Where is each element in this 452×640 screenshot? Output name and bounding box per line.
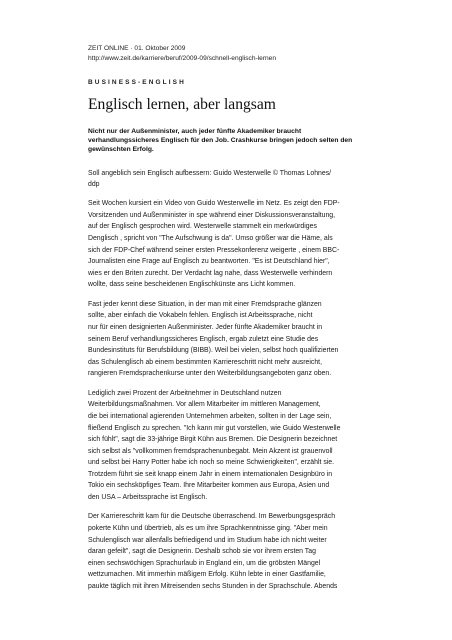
body-line: Tokio ein sechsköpfiges Team. Ihre Mitarbeiter kommen aus Europa, Asien und <box>88 482 330 490</box>
body-line: das Schulenglisch ab einem bestimmten Karriereschritt nicht mehr ausreicht, <box>88 358 323 366</box>
body-line: Lediglich zwei Prozent der Arbeitnehmer in Deutschland nutzen <box>88 389 282 397</box>
body-line: Trotzdem führt sie seit knapp einem Jahr in einem internationalen Designbüro in <box>88 470 333 478</box>
body-line: sich fühlt", sagt die 33-jährige Birgit Kühn aus Bremen. Die Designerin bezeichnet <box>88 436 338 444</box>
body-line: Journalisten eine Frage auf Englisch zu beantworten. "Es ist Deutschland hier", <box>88 258 330 266</box>
lead-line: verhandlungssicheres Englisch für den Job. Crashkurse bringen jedoch selten den <box>88 137 353 145</box>
body-line: fließend Englisch zu sprechen. "Ich kann mir gut vorstellen, wie Guido Westerwelle <box>88 424 341 432</box>
article-lead <box>88 127 388 155</box>
body-paragraph <box>88 198 388 291</box>
body-line: daran gefeilt", sagt die Designerin. Deshalb schob sie vor ihrem ersten Tag <box>88 548 316 556</box>
body-line: einen sechswöchigen Sprachurlaub in England ein, um die gröbsten Mängel <box>88 559 321 567</box>
body-line: Weiterbildungsmaßnahmen. Vor allem Mitarbeiter im mittleren Management, <box>88 401 321 409</box>
source-header <box>88 44 388 63</box>
body-line: paukte täglich mit ihren Mitreisenden sechs Stunden in der Sprachschule. Abends <box>88 583 338 591</box>
article-title: Englisch lernen, aber langsam <box>88 96 276 113</box>
body-line: Seit Wochen kursiert ein Video von Guido Westerwelle im Netz. Es zeigt den FDP- <box>88 200 340 208</box>
body-line: wettzumachen. Mit immerhin mäßigem Erfolg. Kühn lebte in einer Gastfamilie, <box>88 571 326 579</box>
body-line: seinem Beruf verhandlungssicheres Englisch, ergab zuletzt eine Studie des <box>88 335 319 343</box>
caption-line: Soll angeblich sein Englisch aufbessern: Guido Westerwelle © Thomas Lohnes/ <box>88 169 332 177</box>
body-line: sollte, aber einfach die Vokabeln fehlen. Englisch ist Arbeitssprache, nicht <box>88 312 313 320</box>
body-line: Denglisch , spricht von "The Aufschwung is da". Umso größer war die Häme, als <box>88 235 333 242</box>
body-paragraph <box>88 388 388 504</box>
image-caption <box>88 168 388 191</box>
body-line: den USA – Arbeitssprache ist Englisch. <box>88 494 208 502</box>
body-line: sich der FDP-Chef während seiner ersten Pressekonferenz weigerte , einem BBC- <box>88 246 340 254</box>
body-paragraph <box>88 511 388 592</box>
body-line: und selbst bei Harry Potter habe ich noch so meine Schwierigkeiten", erzählt sie. <box>88 459 335 467</box>
body-line: Der Karriereschritt kam für die Deutsche überraschend. Im Bewerbungsgespräch <box>88 513 336 521</box>
body-line: pokerte Kühn und übertrieb, als es um ihre Sprachkenntnisse ging. "Aber mein <box>88 525 328 533</box>
body-paragraph <box>88 299 388 380</box>
source-url: http://www.zeit.de/karriere/beruf/2009-09/schnell-englisch-lernen <box>88 54 277 62</box>
body-line: auf der Englisch gesprochen wird. Westerwelle stammelt ein merkwürdiges <box>88 223 317 231</box>
body-line: Fast jeder kennt diese Situation, in der man mit einer Fremdsprache glänzen <box>88 300 322 308</box>
body-line: Schulenglisch war allenfalls befriedigend und im Studium habe ich nicht weiter <box>88 536 327 544</box>
body-line: Vorsitzenden und Außenminister in spe während einer Diskussionsveranstaltung, <box>88 211 336 219</box>
body-line: wies er den Briten zurecht. Der Verdacht lag nahe, dass Westerwelle verhindern <box>88 269 333 277</box>
body-line: wollte, dass seine bescheidenen Englischkünste ans Licht kommen. <box>88 281 296 289</box>
body-line: Bundesinstituts für Berufsbildung (BIBB). Weil bei vielen, selbst hoch qualifizierten <box>88 347 339 355</box>
caption-line: ddp <box>88 181 100 189</box>
body-line: nur für einen designierten Außenminister. Jeder fünfte Akademiker braucht in <box>88 323 323 331</box>
article-page <box>88 0 388 593</box>
body-line: rangieren Fremdsprachenkurse unter den Weiterbildungsangeboten ganz oben. <box>88 370 332 378</box>
source-date: ZEIT ONLINE · 01. Oktober 2009 <box>88 45 186 52</box>
body-line: die bei international agierenden Unternehmen arbeiten, sollten in der Lage sein, <box>88 412 332 420</box>
article-kicker: BUSINESS-ENGLISH <box>88 79 186 86</box>
body-line: sich selbst als "vollkommen fremdsprachenunbegabt. Mein Akzent ist grauenvoll <box>88 447 333 455</box>
lead-line: Nicht nur der Außenminister, auch jeder fünfte Akademiker braucht <box>88 128 302 135</box>
lead-line: gewünschten Erfolg. <box>88 146 154 154</box>
